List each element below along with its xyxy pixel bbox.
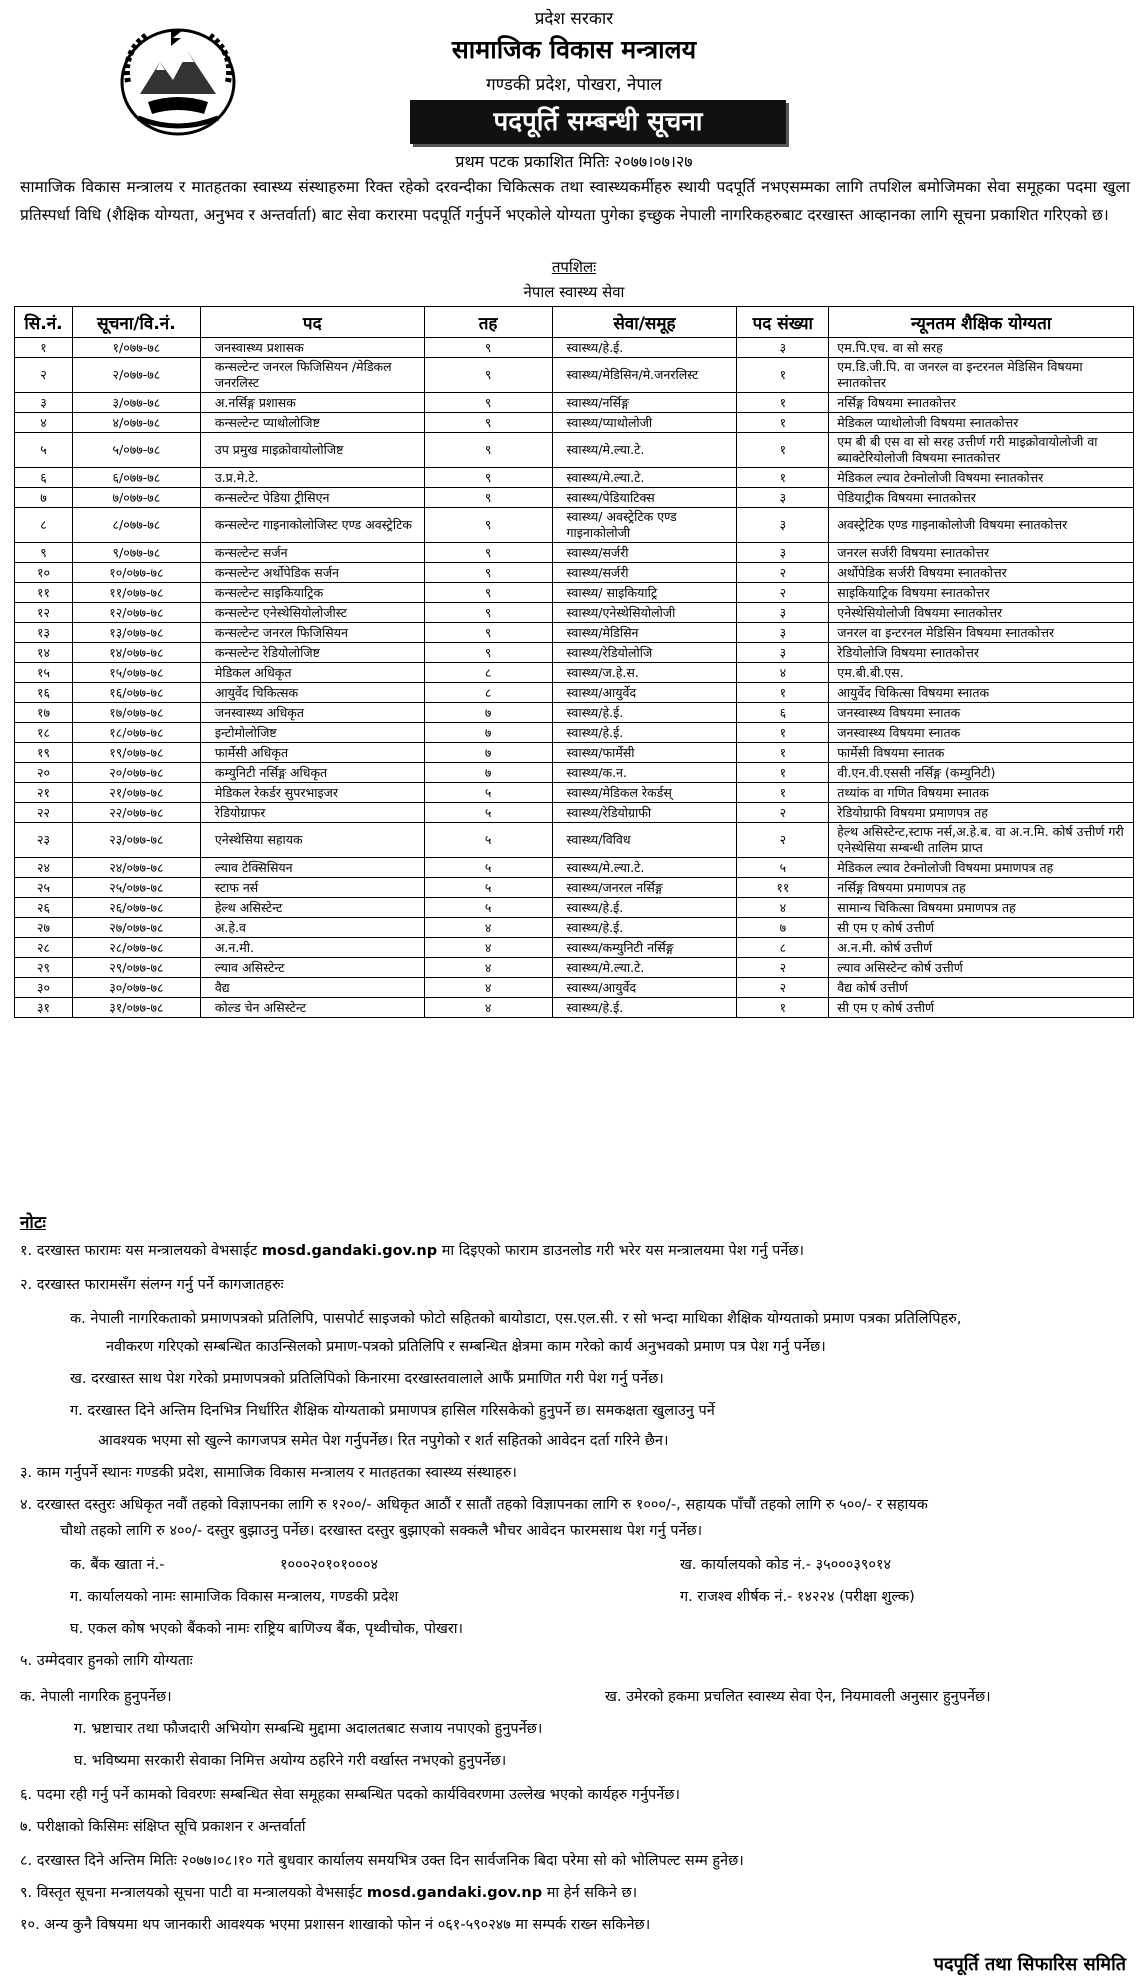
- note-5b: ख. उमेरको हकमा प्रचलित स्वास्थ्य सेवा ऐन, नियमावली अनुसार हुनुपर्नेछ।: [605, 1689, 991, 1705]
- table-cell: ३: [737, 603, 829, 623]
- table-row: [15, 978, 1134, 998]
- table-cell: मेडिकल ल्याव टेक्नोलोजी विषयमा स्नातकोत्तर: [829, 468, 1134, 488]
- table-row: [15, 938, 1134, 958]
- table-cell: १९/०७७-७८: [72, 743, 200, 763]
- website-link[interactable]: mosd.gandaki.gov.np: [261, 1243, 438, 1259]
- table-cell: १/०७७-७८: [72, 338, 200, 358]
- table-cell: उप प्रमुख माइक्रोवायोलोजिष्ट: [200, 433, 424, 468]
- table-cell: २४/०७७-७८: [72, 858, 200, 878]
- table-cell: २: [737, 563, 829, 583]
- table-row: [15, 743, 1134, 763]
- table-cell: २०/०७७-७८: [72, 763, 200, 783]
- note-2b: ख. दरखास्त साथ पेश गरेको प्रमाणपत्रको प्रतिलिपिको किनारमा दरखास्तवालाले आफैं प्रमाणित गरी पेश गर्नु पर्नेछ।: [70, 1371, 664, 1387]
- vacancy-table: [14, 306, 1134, 1018]
- column-header: न्यूनतम शैक्षिक योग्यता: [829, 307, 1134, 338]
- table-row: [15, 488, 1134, 508]
- table-row: [15, 583, 1134, 603]
- table-cell: जनस्वास्थ्य विषयमा स्नातक: [829, 723, 1134, 743]
- table-cell: ३: [737, 338, 829, 358]
- table-cell: उ.प्र.मे.टे.: [200, 468, 424, 488]
- table-cell: १०/०७७-७८: [72, 563, 200, 583]
- bank-account-number: १०००२०१०१०००४: [280, 1557, 379, 1573]
- table-cell: हेल्थ असिस्टेन्ट,स्टाफ नर्स,अ.हे.ब. वा अ.न.मि. कोर्ष उत्तीर्ण गरी एनेस्थेसिया सम्बन्धी तालिम प्राप्त: [829, 823, 1134, 858]
- table-cell: अ.नर्सिङ्ग प्रशासक: [200, 393, 424, 413]
- table-cell: ११: [15, 583, 73, 603]
- table-row: [15, 393, 1134, 413]
- note-10: १०. अन्य कुनै विषयमा थप जानकारी आवश्यक भएमा प्रशासन शाखाको फोन नं ०६१-५९०२४७ मा सम्पर्क राख्न सकिनेछ।: [20, 1917, 651, 1933]
- table-cell: ९: [424, 338, 552, 358]
- table-cell: ९: [15, 543, 73, 563]
- table-cell: स्वास्थ्य/मे.ल्या.टे.: [552, 433, 737, 468]
- table-cell: २०: [15, 763, 73, 783]
- table-row: [15, 998, 1134, 1018]
- table-cell: ल्याव असिस्टेन्ट कोर्ष उत्तीर्ण: [829, 958, 1134, 978]
- notice-header: [0, 0, 1148, 175]
- table-cell: ११/०७७-७८: [72, 583, 200, 603]
- table-cell: मेडिकल प्याथोलोजी विषयमा स्नातकोत्तर: [829, 413, 1134, 433]
- table-cell: ४: [424, 978, 552, 998]
- table-cell: २३: [15, 823, 73, 858]
- table-row: [15, 508, 1134, 543]
- table-cell: २९: [15, 958, 73, 978]
- table-cell: २७: [15, 918, 73, 938]
- table-cell: मेडिकल रेकर्डर सुपरभाइजर: [200, 783, 424, 803]
- table-cell: स्वास्थ्य/विविध: [552, 823, 737, 858]
- table-row: [15, 958, 1134, 978]
- table-cell: स्वास्थ्य/मे.ल्या.टे.: [552, 958, 737, 978]
- note-5a: क. नेपाली नागरिक हुनुपर्नेछ।: [20, 1689, 172, 1705]
- table-row: [15, 763, 1134, 783]
- table-cell: १: [737, 743, 829, 763]
- table-cell: सामान्य चिकित्सा विषयमा प्रमाणपत्र तह: [829, 898, 1134, 918]
- table-cell: ४: [424, 938, 552, 958]
- table-cell: अ.न.मी.: [200, 938, 424, 958]
- table-cell: १: [737, 358, 829, 393]
- table-row: [15, 878, 1134, 898]
- table-cell: स्वास्थ्य/प्याथोलोजी: [552, 413, 737, 433]
- notice-title-banner: पदपूर्ति सम्बन्धी सूचना: [410, 100, 786, 144]
- table-cell: १९: [15, 743, 73, 763]
- table-cell: रेडियोग्राफर: [200, 803, 424, 823]
- table-cell: ३: [737, 508, 829, 543]
- table-cell: तथ्यांक वा गणित विषयमा स्नातक: [829, 783, 1134, 803]
- table-cell: २: [737, 583, 829, 603]
- table-cell: स्वास्थ्य/फार्मेसी: [552, 743, 737, 763]
- table-cell: ७: [737, 918, 829, 938]
- table-cell: स्वास्थ्य/मेडिसिन/मे.जनरलिस्ट: [552, 358, 737, 393]
- column-header: तह: [424, 307, 552, 338]
- table-cell: २: [737, 823, 829, 858]
- table-cell: ५: [424, 783, 552, 803]
- table-cell: ६/०७७-७८: [72, 468, 200, 488]
- table-cell: जनस्वास्थ्य प्रशासक: [200, 338, 424, 358]
- table-cell: २२/०७७-७८: [72, 803, 200, 823]
- table-cell: २: [737, 803, 829, 823]
- table-cell: ९/०७७-७८: [72, 543, 200, 563]
- table-cell: कम्युनिटी नर्सिङ्ग अधिकृत: [200, 763, 424, 783]
- table-cell: ९: [424, 623, 552, 643]
- table-cell: वी.एन.वी.एससी नर्सिङ्ग (कम्युनिटी): [829, 763, 1134, 783]
- table-cell: ७/०७७-७८: [72, 488, 200, 508]
- table-cell: ९: [424, 393, 552, 413]
- table-cell: २५/०७७-७८: [72, 878, 200, 898]
- table-cell: २२: [15, 803, 73, 823]
- table-cell: एम बी बी एस वा सो सरह उत्तीर्ण गरी माइक्रोवायोलोजी वा ब्याक्टेरियोलोजी विषयमा स्नातकोत्तर: [829, 433, 1134, 468]
- table-cell: अवस्ट्रेटिक एण्ड गाइनाकोलोजी विषयमा स्नातकोत्तर: [829, 508, 1134, 543]
- table-cell: कन्सल्टेन्ट अर्थोपेडिक सर्जन: [200, 563, 424, 583]
- province-government: प्रदेश सरकार: [534, 9, 614, 29]
- table-cell: ९: [424, 563, 552, 583]
- table-cell: ३१/०७७-७८: [72, 998, 200, 1018]
- office-code: ख. कार्यालयको कोड नं.- ३५०००३९०१४: [680, 1557, 892, 1573]
- table-cell: जनस्वास्थ्य अधिकृत: [200, 703, 424, 723]
- table-cell: १५: [15, 663, 73, 683]
- table-cell: एम.बी.बी.एस.: [829, 663, 1134, 683]
- table-cell: ४: [424, 998, 552, 1018]
- table-cell: ९: [424, 643, 552, 663]
- table-cell: २८: [15, 938, 73, 958]
- table-cell: एनेस्थेसिया सहायक: [200, 823, 424, 858]
- table-cell: स्वास्थ्य/क.न.: [552, 763, 737, 783]
- table-body: [15, 338, 1134, 1018]
- table-cell: १७: [15, 703, 73, 723]
- table-cell: आयुर्वेद चिकित्सा विषयमा स्नातक: [829, 683, 1134, 703]
- table-cell: पेडियाट्रीक विषयमा स्नातकोत्तर: [829, 488, 1134, 508]
- table-cell: स्वास्थ्य/हे.ई.: [552, 703, 737, 723]
- table-cell: ३: [15, 393, 73, 413]
- table-cell: २: [737, 958, 829, 978]
- table-cell: स्वास्थ्य/हे.ई.: [552, 338, 737, 358]
- table-cell: स्वास्थ्य/रेडियोग्राफी: [552, 803, 737, 823]
- table-cell: कन्सल्टेन्ट जनरल फिजिसियन: [200, 623, 424, 643]
- table-cell: १: [737, 763, 829, 783]
- table-cell: ल्याव टेक्सिसियन: [200, 858, 424, 878]
- table-cell: स्वास्थ्य/मेडिकल रेकर्डस्: [552, 783, 737, 803]
- table-row: [15, 338, 1134, 358]
- table-cell: १३/०७७-७८: [72, 623, 200, 643]
- table-cell: स्वास्थ्य/नर्सिङ्ग: [552, 393, 737, 413]
- table-cell: मेडिकल अधिकृत: [200, 663, 424, 683]
- table-cell: कन्सल्टेन्ट प्याथोलोजिष्ट: [200, 413, 424, 433]
- table-cell: कन्सल्टेन्ट रेडियोलोजिष्ट: [200, 643, 424, 663]
- table-cell: ५: [424, 823, 552, 858]
- table-cell: २६: [15, 898, 73, 918]
- table-cell: एम.पि.एच. वा सो सरह: [829, 338, 1134, 358]
- table-cell: स्वास्थ्य/एनेस्थेसियोलोजी: [552, 603, 737, 623]
- table-cell: अ.हे.व: [200, 918, 424, 938]
- table-cell: एनेस्थेसियोलोजी विषयमा स्नातकोत्तर: [829, 603, 1134, 623]
- table-cell: स्वास्थ्य/ अवस्ट्रेटिक एण्ड गाइनाकोलोजी: [552, 508, 737, 543]
- table-cell: ८: [737, 938, 829, 958]
- table-cell: स्वास्थ्य/ साइकियाट्रि: [552, 583, 737, 603]
- table-cell: १६: [15, 683, 73, 703]
- table-row: [15, 663, 1134, 683]
- table-cell: रेडियोग्राफी विषयमा प्रमाणपत्र तह: [829, 803, 1134, 823]
- note-2a-line1: क. नेपाली नागरिकताको प्रमाणपत्रको प्रतिलिपि, पासपोर्ट साइजको फोटो सहितको बायोडाटा, एस.एल.सी. र सो भन्दा माथिका शैक्षिक योग्यताको प्रमाण पत्रका प्रतिलिपिहरु,: [70, 1311, 962, 1327]
- table-cell: ४: [737, 898, 829, 918]
- table-cell: ३: [737, 543, 829, 563]
- table-row: [15, 468, 1134, 488]
- table-row: [15, 918, 1134, 938]
- table-cell: ७: [424, 743, 552, 763]
- table-cell: ३: [737, 623, 829, 643]
- table-cell: २६/०७७-७८: [72, 898, 200, 918]
- table-cell: स्वास्थ्य/हे.ई.: [552, 998, 737, 1018]
- table-cell: ७: [424, 723, 552, 743]
- table-cell: २१/०७७-७८: [72, 783, 200, 803]
- note-2: २. दरखास्त फारामसँग संलग्न गर्नु पर्ने कागजातहरुः: [20, 1277, 284, 1293]
- note-9: ९. विस्तृत सूचना मन्त्रालयको सूचना पाटी वा मन्त्रालयको वेभसाईट mosd.gandaki.gov.np मा हेर्न सकिने छ।: [20, 1885, 638, 1901]
- table-cell: कन्सल्टेन्ट सर्जन: [200, 543, 424, 563]
- table-cell: वैद्य कोर्ष उत्तीर्ण: [829, 978, 1134, 998]
- table-cell: १५/०७७-७८: [72, 663, 200, 683]
- table-cell: १२/०७७-७८: [72, 603, 200, 623]
- table-cell: २१: [15, 783, 73, 803]
- table-cell: फार्मेसी अधिकृत: [200, 743, 424, 763]
- table-cell: १: [737, 723, 829, 743]
- table-cell: ३०/०७७-७८: [72, 978, 200, 998]
- note-5c: ग. भ्रष्टाचार तथा फौजदारी अभियोग सम्बन्धि मुद्दामा अदालतबाट सजाय नपाएको हुनुपर्नेछ।: [74, 1721, 543, 1737]
- table-cell: ७: [424, 763, 552, 783]
- table-cell: स्वास्थ्य/हे.ई.: [552, 898, 737, 918]
- table-cell: कन्सल्टेन्ट साइकियाट्रिक: [200, 583, 424, 603]
- table-row: [15, 433, 1134, 468]
- table-cell: सी एम ए कोर्ष उत्तीर्ण: [829, 918, 1134, 938]
- table-cell: ४: [15, 413, 73, 433]
- table-cell: २९/०७७-७८: [72, 958, 200, 978]
- table-cell: ३: [737, 488, 829, 508]
- table-cell: स्वास्थ्य/पेडियाटिक्स: [552, 488, 737, 508]
- table-cell: ५: [424, 858, 552, 878]
- note-4-line1: ४. दरखास्त दस्तुरः अधिकृत नवौं तहको विज्ञापनका लागि रु १२००/- अधिकृत आठौं र सातौं तहको विज्ञापनका लागि रु १०००/-, सहायक पाँचौं तहको लागि रु ५००/- र सहायक: [20, 1497, 928, 1513]
- table-cell: ९: [424, 488, 552, 508]
- table-cell: ९: [424, 543, 552, 563]
- table-cell: ८: [424, 663, 552, 683]
- note-7: ७. परीक्षाको किसिमः संक्षिप्त सूचि प्रकाशन र अन्तर्वार्ता: [20, 1819, 306, 1835]
- table-cell: ९: [424, 358, 552, 393]
- table-cell: ५: [424, 803, 552, 823]
- revenue-heading: ग. राजश्व शीर्षक नं.- १४२२४ (परीक्षा शुल्क): [680, 1589, 915, 1605]
- table-row: [15, 898, 1134, 918]
- table-cell: २५: [15, 878, 73, 898]
- table-cell: १८: [15, 723, 73, 743]
- table-cell: इन्टोमोलोजिष्ट: [200, 723, 424, 743]
- committee-signature: पदपूर्ति तथा सिफारिस समिति: [933, 1954, 1126, 1975]
- table-row: [15, 803, 1134, 823]
- table-cell: ४: [737, 663, 829, 683]
- table-cell: २/०७७-७८: [72, 358, 200, 393]
- table-cell: १: [737, 468, 829, 488]
- table-cell: १४/०७७-७८: [72, 643, 200, 663]
- table-cell: ९: [424, 468, 552, 488]
- published-date: प्रथम पटक प्रकाशित मितिः २०७७।०७।२७: [455, 152, 693, 171]
- table-row: [15, 683, 1134, 703]
- table-cell: १: [15, 338, 73, 358]
- table-cell: ७: [15, 488, 73, 508]
- table-cell: साइकियाट्रिक विषयमा स्नातकोत्तर: [829, 583, 1134, 603]
- table-cell: अर्थोपेडिक सर्जरी विषयमा स्नातकोत्तर: [829, 563, 1134, 583]
- table-cell: १४: [15, 643, 73, 663]
- table-cell: २८/०७७-७८: [72, 938, 200, 958]
- table-row: [15, 643, 1134, 663]
- note-2c-line2: आवश्यक भएमा सो खुल्ने कागजपत्र समेत पेश गर्नुपर्नेछ। रित नपुगेको र शर्त सहितको आवेदन दर्ता गरिने छैन।: [98, 1433, 669, 1449]
- column-header: सि.नं.: [15, 307, 73, 338]
- table-cell: ५: [737, 858, 829, 878]
- table-cell: मेडिकल ल्याव टेक्नोलोजी विषयमा प्रमाणपत्र तह: [829, 858, 1134, 878]
- ministry-name: सामाजिक विकास मन्त्रालय: [451, 35, 697, 64]
- note-2c-line1: ग. दरखास्त दिने अन्तिम दिनभित्र निर्धारित शैक्षिक योग्यताको प्रमाणपत्र हासिल गरिसकेको हुनुपर्ने छ। समकक्षता खुलाउनु पर्ने: [70, 1403, 715, 1419]
- bank-name: घ. एकल कोष भएको बैंकको नामः राष्ट्रिय बाणिज्य बैंक, पृथ्वीचोक, पोखरा।: [70, 1621, 464, 1637]
- table-row: [15, 603, 1134, 623]
- table-cell: ९: [424, 433, 552, 468]
- table-cell: स्वास्थ्य/आयुर्वेद: [552, 683, 737, 703]
- table-cell: हेल्थ असिस्टेन्ट: [200, 898, 424, 918]
- table-cell: वैद्य: [200, 978, 424, 998]
- table-cell: ११: [737, 878, 829, 898]
- table-cell: स्टाफ नर्स: [200, 878, 424, 898]
- table-cell: ७: [424, 703, 552, 723]
- service-name: नेपाल स्वास्थ्य सेवा: [523, 283, 625, 301]
- note-1: १. दरखास्त फारामः यस मन्त्रालयको वेभसाईट mosd.gandaki.gov.np मा दिइएको फाराम डाउनलोड गरी भरेर यस मन्त्रालयमा पेश गर्नु पर्नेछ।: [20, 1243, 805, 1259]
- table-cell: स्वास्थ्य/कम्युनिटी नर्सिङ्ग: [552, 938, 737, 958]
- table-cell: रेडियोलोजि विषयमा स्नातकोत्तर: [829, 643, 1134, 663]
- column-header: सूचना/वि.नं.: [72, 307, 200, 338]
- note-6: ६. पदमा रही गर्नु पर्ने कामको विवरणः सम्बन्धित सेवा समूहका सम्बन्धित पदको कार्यविवरणमा उल्लेख भएको कार्यहरु गर्नुपर्नेछ।: [20, 1787, 680, 1803]
- table-row: [15, 703, 1134, 723]
- table-cell: ९: [424, 583, 552, 603]
- table-cell: १: [737, 998, 829, 1018]
- table-row: [15, 413, 1134, 433]
- table-cell: ३१: [15, 998, 73, 1018]
- table-cell: नर्सिङ्ग विषयमा स्नातकोत्तर: [829, 393, 1134, 413]
- table-cell: ४: [424, 918, 552, 938]
- table-cell: कन्सल्टेन्ट जनरल फिजिसियन /मेडिकल जनरलिस्ट: [200, 358, 424, 393]
- table-cell: नर्सिङ्ग विषयमा प्रमाणपत्र तह: [829, 878, 1134, 898]
- table-cell: स्वास्थ्य/हे.ई.: [552, 723, 737, 743]
- table-cell: ३०: [15, 978, 73, 998]
- table-cell: १८/०७७-७८: [72, 723, 200, 743]
- table-cell: स्वास्थ्य/मे.ल्या.टे.: [552, 858, 737, 878]
- table-cell: १३: [15, 623, 73, 643]
- table-cell: स्वास्थ्य/आयुर्वेद: [552, 978, 737, 998]
- website-link[interactable]: mosd.gandaki.gov.np: [366, 1885, 543, 1901]
- bank-account-label: क. बैंक खाता नं.-: [70, 1557, 165, 1573]
- table-cell: कोल्ड चेन असिस्टेन्ट: [200, 998, 424, 1018]
- table-cell: १०: [15, 563, 73, 583]
- table-cell: २४: [15, 858, 73, 878]
- table-cell: स्वास्थ्य/मेडिसिन: [552, 623, 737, 643]
- table-cell: १: [737, 413, 829, 433]
- table-cell: ९: [424, 508, 552, 543]
- column-header: पद: [200, 307, 424, 338]
- table-cell: १: [737, 683, 829, 703]
- table-cell: स्वास्थ्य/जनरल नर्सिङ्ग: [552, 878, 737, 898]
- table-cell: २७/०७७-७८: [72, 918, 200, 938]
- note-3: ३. काम गर्नुपर्ने स्थानः गण्डकी प्रदेश, सामाजिक विकास मन्त्रालय र मातहतका स्वास्थ्य संस्थाहरु।: [20, 1465, 517, 1481]
- column-header: पद संख्या: [737, 307, 829, 338]
- table-cell: ६: [737, 703, 829, 723]
- table-row: [15, 358, 1134, 393]
- table-cell: स्वास्थ्य/रेडियोलोजि: [552, 643, 737, 663]
- table-cell: ९: [424, 603, 552, 623]
- table-cell: ४/०७७-७८: [72, 413, 200, 433]
- table-cell: २: [15, 358, 73, 393]
- table-cell: फार्मेसी विषयमा स्नातक: [829, 743, 1134, 763]
- note-4-line2: चौथो तहको लागि रु ४००/- दस्तुर बुझाउनु पर्नेछ। दरखास्त दस्तुर बुझाएको सक्कलै भौचर आवेदन फारमसाथ पेश गर्नु पर्नेछ।: [60, 1523, 703, 1539]
- table-cell: स्वास्थ्य/सर्जरी: [552, 563, 737, 583]
- table-cell: स्वास्थ्य/मे.ल्या.टे.: [552, 468, 737, 488]
- table-row: [15, 623, 1134, 643]
- intro-paragraph: सामाजिक विकास मन्त्रालय र मातहतका स्वास्थ्य संस्थाहरुमा रिक्त रहेको दरवन्दीका चिकित्सक तथा स्वास्थ्यकर्मीहरु स्थायी पदपूर्ति नभएसम्मका लागि तपशिल बमोजिमका सेवा समूहका पदमा खुला प्रतिस्पर्धा विधि (शैक्षिक योग्यता, अनुभव र अन्तर्वार्ता) बाट सेवा करारमा पदपूर्ति गर्नुपर्ने भएकोले योग्यता पुगेका इच्छुक नेपाली नागरिकहरुबाट दरखास्त आव्हानका लागि सूचना प्रकाशित गरिएको छ।: [20, 178, 1130, 224]
- table-cell: जनरल वा इन्टरनल मेडिसिन विषयमा स्नातकोत्तर: [829, 623, 1134, 643]
- table-cell: सी एम ए कोर्ष उत्तीर्ण: [829, 998, 1134, 1018]
- table-row: [15, 823, 1134, 858]
- table-cell: जनस्वास्थ्य विषयमा स्नातक: [829, 703, 1134, 723]
- table-row: [15, 723, 1134, 743]
- table-cell: ४: [424, 958, 552, 978]
- office-name: ग. कार्यालयको नामः सामाजिक विकास मन्त्रालय, गण्डकी प्रदेश: [70, 1589, 399, 1605]
- note-5d: घ. भविष्यमा सरकारी सेवाका निमित्त अयोग्य ठहरिने गरी वर्खास्त नभएको हुनुपर्नेछ।: [74, 1753, 507, 1769]
- table-cell: १: [737, 433, 829, 468]
- table-cell: २३/०७७-७८: [72, 823, 200, 858]
- table-cell: ६: [15, 468, 73, 488]
- table-cell: १: [737, 783, 829, 803]
- table-cell: अ.न.मी. कोर्ष उत्तीर्ण: [829, 938, 1134, 958]
- table-cell: स्वास्थ्य/हे.ई.: [552, 918, 737, 938]
- table-row: [15, 563, 1134, 583]
- table-cell: ८: [424, 683, 552, 703]
- table-cell: ५: [424, 898, 552, 918]
- table-cell: ३: [737, 643, 829, 663]
- note-8: ८. दरखास्त दिने अन्तिम मितिः २०७७।०८।१० गते बुधवार कार्यालय समयभित्र उक्त दिन सार्वजनिक बिदा परेमा सो को भोलिपल्ट सम्म हुनेछ।: [20, 1853, 744, 1869]
- table-cell: १: [737, 393, 829, 413]
- table-cell: जनरल सर्जरी विषयमा स्नातकोत्तर: [829, 543, 1134, 563]
- note-2a-line2: नवीकरण गरिएको सम्बन्धित काउन्सिलको प्रमाण-पत्रको प्रतिलिपि र सम्बन्धित क्षेत्रमा काम गरेको कार्य अनुभवको प्रमाण पत्र पेश गर्नु पर्नेछ।: [106, 1339, 826, 1355]
- table-cell: स्वास्थ्य/ज.हे.स.: [552, 663, 737, 683]
- table-row: [15, 543, 1134, 563]
- note-5: ५. उम्मेदवार हुनको लागि योग्यताः: [20, 1653, 193, 1669]
- column-header: सेवा/समूह: [552, 307, 737, 338]
- table-cell: कन्सल्टेन्ट एनेस्थेसियोलोजीस्ट: [200, 603, 424, 623]
- table-cell: ३/०७७-७८: [72, 393, 200, 413]
- table-cell: आयुर्वेद चिकित्सक: [200, 683, 424, 703]
- table-row: [15, 783, 1134, 803]
- table-cell: ९: [424, 413, 552, 433]
- table-cell: ५: [15, 433, 73, 468]
- table-cell: ५/०७७-७८: [72, 433, 200, 468]
- table-cell: १६/०७७-७८: [72, 683, 200, 703]
- table-cell: ५: [424, 878, 552, 898]
- notes-title: नोटः: [20, 1213, 46, 1233]
- table-cell: कन्सल्टेन्ट गाइनाकोलोजिस्ट एण्ड अवस्ट्रेटिक: [200, 508, 424, 543]
- table-row: [15, 858, 1134, 878]
- table-cell: ८: [15, 508, 73, 543]
- table-cell: कन्सल्टेन्ट पेडिया ट्रीसिएन: [200, 488, 424, 508]
- table-cell: ८/०७७-७८: [72, 508, 200, 543]
- table-cell: १७/०७७-७८: [72, 703, 200, 723]
- table-cell: ल्याव असिस्टेन्ट: [200, 958, 424, 978]
- table-header-row: [15, 307, 1134, 338]
- table-cell: एम.डि.जी.पि. वा जनरल वा इन्टरनल मेडिसिन विषयमा स्नातकोत्तर: [829, 358, 1134, 393]
- ministry-address: गण्डकी प्रदेश, पोखरा, नेपाल: [486, 75, 662, 95]
- table-cell: १२: [15, 603, 73, 623]
- table-cell: २: [737, 978, 829, 998]
- tapsil-heading: तपशिलः: [551, 258, 597, 276]
- table-cell: स्वास्थ्य/सर्जरी: [552, 543, 737, 563]
